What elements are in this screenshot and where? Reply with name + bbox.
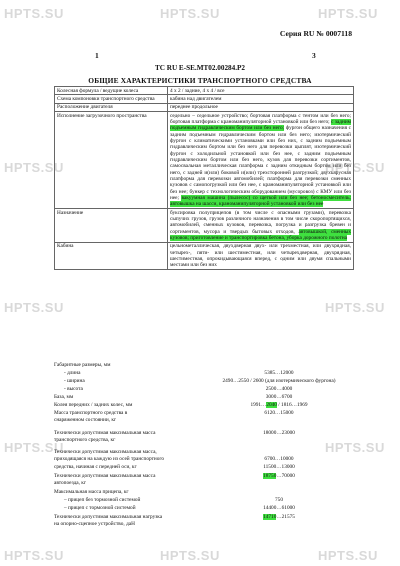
spec-label: средства, начиная с передней оси, кг — [54, 464, 137, 470]
table-row — [55, 209, 354, 243]
document-code: ТС RU E-SE.MT02.00284.P2 — [154, 64, 246, 72]
spec-value: 2490…2550 / 2600 (для изотермического фургона) — [222, 378, 336, 384]
row-label: Исполнение загрузочного пространства — [55, 112, 168, 209]
watermark: HPTS.SU — [160, 6, 220, 21]
highlighted-text: с задним подъемным гидравлическим бортом или без него; — [170, 118, 352, 132]
row-label: Назначение — [55, 209, 168, 243]
highlighted-text: вакуумная машина (пылесос) со щеткой или без нее; бетоносмеситель; автовышка на шасси, краноманипуляторной установкой или без нее — [170, 195, 351, 208]
table-row — [55, 242, 354, 269]
watermark: HPTS.SU — [325, 160, 385, 175]
spec-value: 18000…23000 — [263, 430, 295, 436]
table-row — [55, 95, 354, 103]
row-value: цельнометаллическая, двухдверная двух- или трехместная, или двухрядная, четырех-, пяти- или шестиместная, или четырехдверная, двухрядная, шестиместная, опрокидывающаяся вперед, с одним или двумя спальными местами или без них — [168, 242, 354, 269]
spec-value — [204, 473, 354, 479]
watermark: HPTS.SU — [4, 160, 64, 175]
watermark: HPTS.SU — [318, 548, 378, 563]
page-number-right: 3 — [312, 51, 316, 60]
watermark: HPTS.SU — [4, 548, 64, 563]
spec-label: Максимальная масса прицепа, кг — [54, 489, 129, 495]
spec-value: 14400…61000 — [263, 505, 295, 511]
spec-value: 3000…6700 — [265, 394, 293, 400]
spec-value-part: 1991… — [250, 402, 267, 408]
spec-value-part: …70000 — [276, 473, 295, 479]
spec-label: Колея передних / задних колес, мм — [54, 402, 133, 408]
spec-value: 750 — [275, 497, 283, 503]
spec-label: Габаритные размеры, мм — [54, 362, 111, 368]
spec-value: 5385…12000 — [264, 370, 294, 376]
table-row — [55, 103, 354, 111]
spec-label: снаряженном состоянии, кг — [54, 417, 117, 423]
watermark: HPTS.SU — [318, 6, 378, 21]
spec-value — [204, 402, 354, 408]
spec-value: 11500…13000 — [263, 464, 295, 470]
spec-label: на опорно-сцепное устройство, даН — [54, 521, 135, 527]
spec-value: 6700…10000 — [264, 456, 294, 462]
spec-label: Технически допустимая максимальная масса — [54, 430, 156, 436]
table-row — [55, 112, 354, 209]
spec-label: приходящаяся на каждую из осей транспортного — [54, 456, 165, 462]
watermark: HPTS.SU — [325, 440, 385, 455]
serial-number: Серия RU № 0007118 — [279, 29, 352, 38]
highlighted-text: 2040 — [266, 402, 277, 408]
spec-label: транспортного средства, кг — [54, 437, 116, 443]
spec-value-part: …21575 — [276, 514, 295, 520]
spec-label: - длина — [64, 370, 81, 376]
spec-label: Технически допустимая максимальная нагрузка — [54, 514, 163, 520]
spec-label: – прицеп без тормозной системой — [64, 497, 141, 503]
spec-label: – прицеп с тормозной системой — [64, 505, 136, 511]
table-row — [55, 87, 354, 95]
spec-value-part: / 1816…1969 — [276, 402, 308, 408]
spec-label: автопоезда, кг — [54, 480, 87, 486]
spec-label: Масса транспортного средства в — [54, 410, 128, 416]
row-label: Кабина — [55, 242, 168, 269]
watermark: HPTS.SU — [4, 300, 64, 315]
page-title: ОБЩИЕ ХАРАКТЕРИСТИКИ ТРАНСПОРТНОГО СРЕДСТВА — [88, 76, 312, 85]
spec-label: - высота — [64, 386, 83, 392]
body-text: буксировка полуприцепов (в том числе с опасными грузами), перевозка сыпучих грузов, грузов различного назначения в том числе скоропортящихся, автомобилей, сменных кузовов, перевозка, погрузка и разгрузка бревен и сортиментов, мусора и твердых бытовых отходов, — [170, 209, 351, 235]
watermark: HPTS.SU — [4, 440, 64, 455]
row-value: 4 x 2 / задние, 4 x 4 / все — [168, 87, 354, 95]
spec-value: 2500…4000 — [265, 386, 293, 392]
row-value: кабина над двигателем — [168, 95, 354, 103]
row-label: Расположение двигателя — [55, 103, 168, 111]
highlighted-text: автовышкой, сменных кузовов; приготовление и транспортировка бетона, уборка дорожного полотна — [170, 228, 351, 242]
body-text: фургон общего назначения с задним подъемным гидравлическим бортом или без него; изотермический фургон с климатическими установками или без них, с задним подъемным гидравлическим бортом или без него для перевозки цыплят, изотермический фургон с холодильной установкой или без нее, с задним подъемным гидравлическим бортом или без него, кузов для перевозки сортиментов, самосвальная металлическая платформа с задним откидным бортом или без него, с задней и(или) боковой и(или) трехсторонней разгрузкой; двухъярусная платформа для перевозки автомобилей; платформа для перевозки сменных кузовов с самопогрузкой или без нее, с краноманипуляторной установкой или без нее; бункер с технологическим оборудованием (мусоровоз) с КМУ или без нее; — [170, 125, 352, 201]
row-label: Схема компоновки транспортного средства — [55, 95, 168, 103]
spec-value — [204, 514, 354, 520]
row-value — [168, 209, 354, 243]
spec-value: 6120…15000 — [264, 410, 294, 416]
spec-label: Технически допустимая максимальная масса — [54, 473, 156, 479]
highlighted-text: 18750 — [263, 473, 277, 479]
row-label: Колесная формула / ведущие колеса — [55, 87, 168, 95]
row-value — [168, 112, 354, 209]
watermark: HPTS.SU — [4, 6, 64, 21]
page-number-left: 1 — [95, 51, 99, 60]
spec-label: База, мм — [54, 394, 74, 400]
watermark: HPTS.SU — [325, 300, 385, 315]
highlighted-text: 14710 — [263, 514, 277, 520]
spec-label: - ширина — [64, 378, 85, 384]
characteristics-table — [54, 86, 354, 270]
watermark: HPTS.SU — [160, 548, 220, 563]
row-value: переднее продольное — [168, 103, 354, 111]
body-text: седельно – седельное устройство; бортовая платформа с тентом или без него; бортовая платформа с краноманипуляторной установкой или без него; — [170, 112, 351, 125]
spec-label: Технически допустимая максимальная масса, — [54, 449, 157, 455]
